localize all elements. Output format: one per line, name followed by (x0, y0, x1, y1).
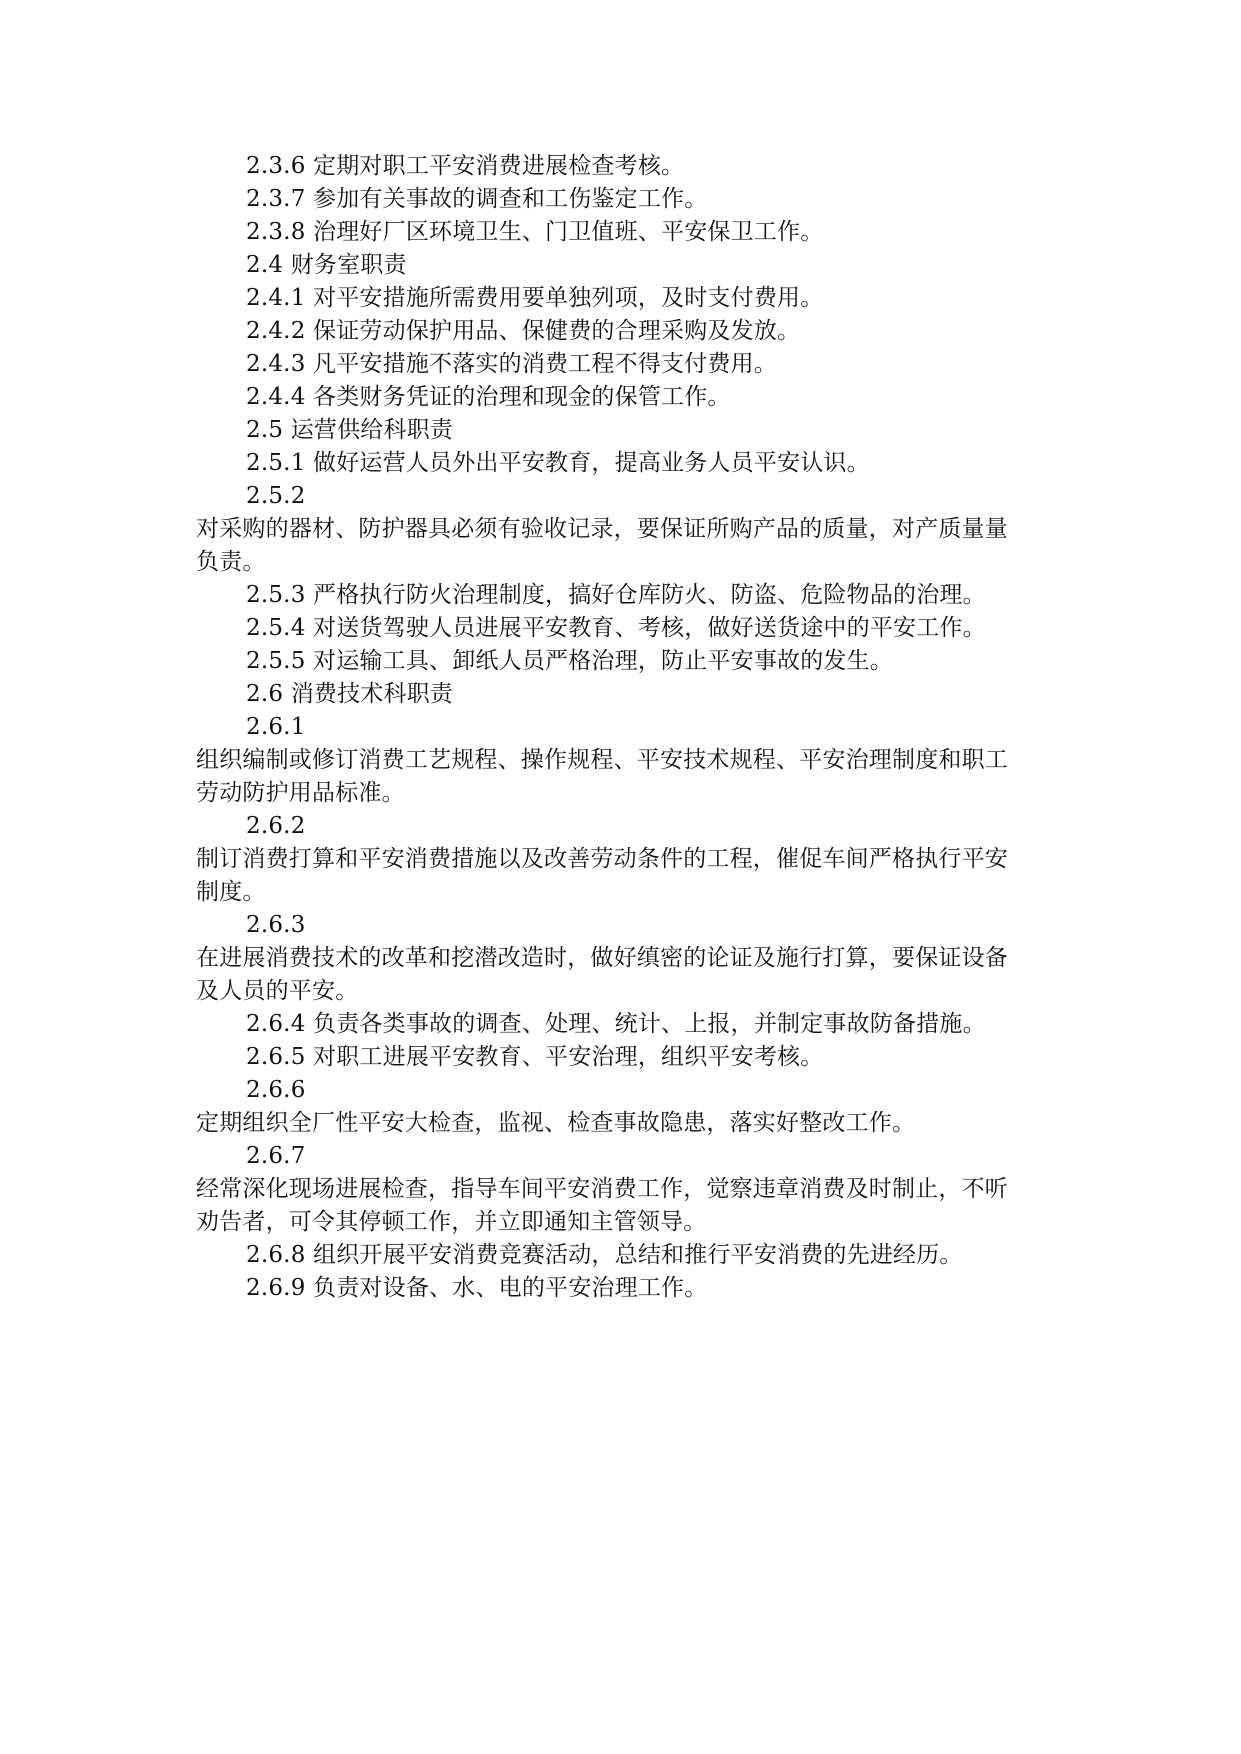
paragraph-body-2-6-6: 定期组织全厂性平安大检查，监视、检查事故隐患，落实好整改工作。 (196, 1110, 916, 1136)
paragraph-2-5-1: 2.5.1 做好运营人员外出平安教育，提高业务人员平安认识。 (246, 450, 870, 476)
paragraph-body-2-6-1: 组织编制或修订消费工艺规程、操作规程、平安技术规程、平安治理制度和职工劳动防护用品标准。 (196, 747, 1008, 806)
paragraph-body-2-6-7: 经常深化现场进展检查，指导车间平安消费工作，觉察违章消费及时制止，不听劝告者，可令其停顿工作，并立即通知主管领导。 (196, 1176, 1008, 1235)
paragraph-number-2-6-3: 2.6.3 (246, 912, 306, 938)
section-heading-2-5: 2.5 运营供给科职责 (246, 417, 454, 443)
paragraph-2-4-4: 2.4.4 各类财务凭证的治理和现金的保管工作。 (246, 384, 731, 410)
paragraph-2-3-8: 2.3.8 治理好厂区环境卫生、门卫值班、平安保卫工作。 (246, 219, 824, 245)
paragraph-2-5-5: 2.5.5 对运输工具、卸纸人员严格治理，防止平安事故的发生。 (246, 648, 894, 674)
paragraph-2-4-2: 2.4.2 保证劳动保护用品、保健费的合理采购及发放。 (246, 318, 801, 344)
paragraph-2-4-3: 2.4.3 凡平安措施不落实的消费工程不得支付费用。 (246, 351, 778, 377)
paragraph-number-2-6-1: 2.6.1 (246, 714, 306, 740)
paragraph-2-3-7: 2.3.7 参加有关事故的调查和工伤鉴定工作。 (246, 186, 708, 212)
section-heading-2-4: 2.4 财务室职责 (246, 252, 407, 278)
paragraph-2-4-1: 2.4.1 对平安措施所需费用要单独列项，及时支付费用。 (246, 285, 824, 311)
paragraph-2-6-4: 2.6.4 负责各类事故的调查、处理、统计、上报，并制定事故防备措施。 (246, 1011, 986, 1037)
paragraph-number-2-6-6: 2.6.6 (246, 1077, 306, 1103)
document-body (196, 150, 1026, 1305)
paragraph-2-5-4: 2.5.4 对送货驾驶人员进展平安教育、考核，做好送货途中的平安工作。 (246, 615, 986, 641)
paragraph-2-6-9: 2.6.9 负责对设备、水、电的平安治理工作。 (246, 1275, 708, 1301)
paragraph-body-2-5-2: 对采购的器材、防护器具必须有验收记录，要保证所购产品的质量，对产质量量负责。 (196, 516, 1008, 575)
paragraph-body-2-6-3: 在进展消费技术的改革和挖潜改造时，做好缜密的论证及施行打算，要保证设备及人员的平安。 (196, 945, 1008, 1004)
paragraph-body-2-6-2: 制订消费打算和平安消费措施以及改善劳动条件的工程，催促车间严格执行平安制度。 (196, 846, 1008, 905)
section-heading-2-6: 2.6 消费技术科职责 (246, 681, 454, 707)
paragraph-number-2-6-7: 2.6.7 (246, 1143, 306, 1169)
paragraph-2-5-3: 2.5.3 严格执行防火治理制度，搞好仓库防火、防盗、危险物品的治理。 (246, 582, 986, 608)
paragraph-number-2-5-2: 2.5.2 (246, 483, 306, 509)
paragraph-number-2-6-2: 2.6.2 (246, 813, 306, 839)
paragraph-2-6-5: 2.6.5 对职工进展平安教育、平安治理，组织平安考核。 (246, 1044, 824, 1070)
paragraph-2-6-8: 2.6.8 组织开展平安消费竞赛活动，总结和推行平安消费的先进经历。 (246, 1242, 963, 1268)
paragraph-2-3-6: 2.3.6 定期对职工平安消费进展检查考核。 (246, 153, 685, 179)
